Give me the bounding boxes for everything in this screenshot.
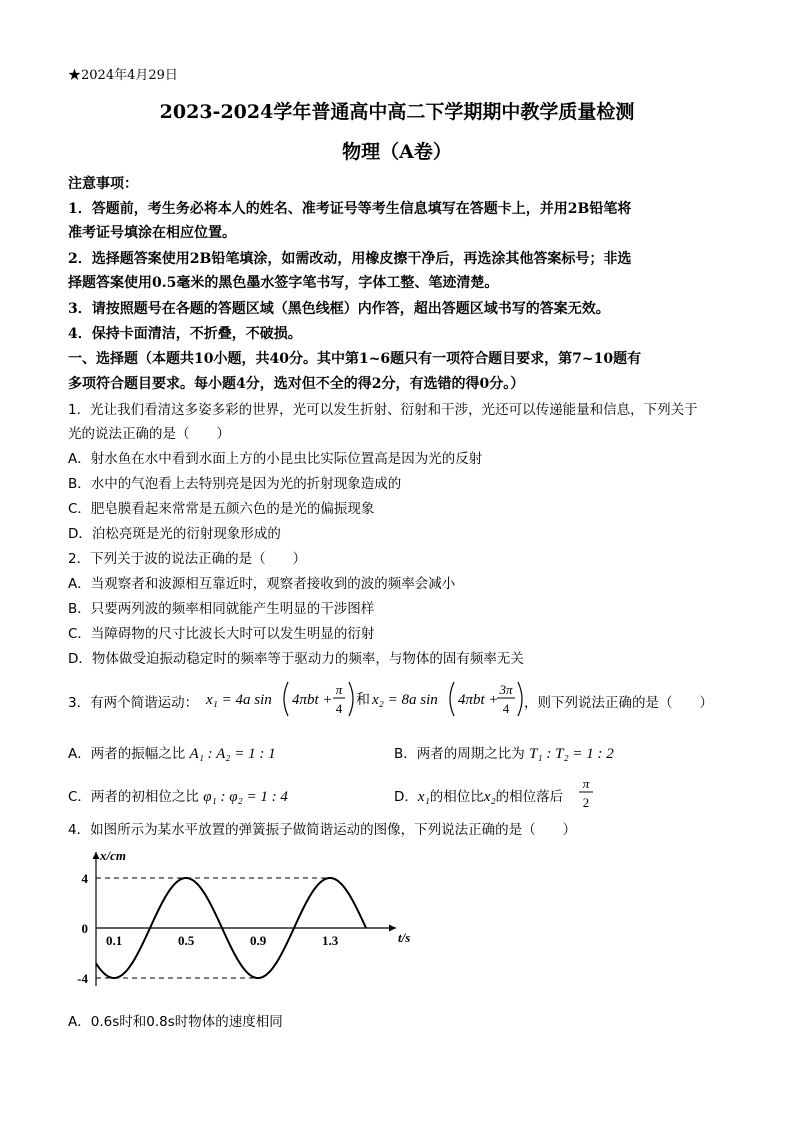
x-tick-label: 0.5 bbox=[178, 933, 195, 948]
y-tick-label: 0 bbox=[81, 921, 88, 936]
and-word: 和 bbox=[356, 692, 370, 708]
x-axis-label: t/s bbox=[398, 930, 411, 945]
page-title: 2023-2024学年普通高中高二下学期期中教学质量检测 bbox=[159, 101, 635, 123]
q3-option-a bbox=[68, 742, 276, 763]
note-2-line-1: 2．选择题答案使用2B铅笔填涂，如需改动，用橡皮擦干净后，再选涂其他答案标号；非选 bbox=[68, 251, 632, 267]
q3-option-d-post: 的相位落后 bbox=[495, 789, 564, 805]
section-1-line-1: 一、选择题（本题共10小题，共40分。其中第1~6题只有一项符合题目要求，第7~10题有 bbox=[68, 351, 642, 367]
x-tick-label: 0.9 bbox=[250, 933, 267, 948]
q3-option-d-mid: 的相位比 bbox=[429, 789, 484, 805]
exam-date: ★2024年4月29日 bbox=[68, 68, 178, 83]
x1-left-paren bbox=[284, 682, 288, 716]
x1-frac-num: π bbox=[335, 682, 343, 697]
q1-option-d: D．泊松亮斑是光的衍射现象形成的 bbox=[68, 526, 281, 542]
note-3: 3．请按照题号在各题的答题区域（黑色线框）内作答，超出答题区域书写的答案无效。 bbox=[68, 301, 610, 317]
q2-stem: 2．下列关于波的说法正确的是（ ） bbox=[68, 551, 307, 567]
q3-option-c-math: φ₁ : φ₂ = 1 : 4 bbox=[203, 789, 288, 805]
q1-option-c: C．肥皂膜看起来常常是五颜六色的是光的偏振现象 bbox=[68, 501, 375, 517]
q2-option-a: A．当观察者和波源相互靠近时，观察者接收到的波的频率会减小 bbox=[68, 576, 456, 592]
x2-frac-den: 4 bbox=[502, 701, 510, 716]
q1-option-b: B．水中的气泡看上去特别亮是因为光的折射现象造成的 bbox=[68, 476, 402, 492]
x-tick-label: 1.3 bbox=[322, 933, 339, 948]
y-axis-label: x/cm bbox=[100, 848, 126, 863]
q2-option-d: D．物体做受迫振动稳定时的频率等于驱动力的频率，与物体的固有频率无关 bbox=[68, 651, 524, 667]
page-subtitle: 物理（A卷） bbox=[342, 141, 452, 163]
note-1-line-1: 1．答题前，考生务必将本人的姓名、准考证号等考生信息填写在答题卡上，并用2B铅笔将 bbox=[68, 201, 632, 217]
q3-stem-prefix: 3．有两个简谐运动： bbox=[68, 695, 199, 711]
q3-option-d-x2: x₂ bbox=[483, 789, 496, 805]
note-2-line-2: 择题答案使用0.5毫米的黑色墨水签字笔书写，字体工整、笔迹清楚。 bbox=[68, 275, 499, 291]
q1-option-a: A．射水鱼在水中看到水面上方的小昆虫比实际位置高是因为光的反射 bbox=[68, 451, 483, 467]
q3-option-b-text: B．两者的周期之比为 bbox=[394, 746, 525, 762]
d-frac-num: π bbox=[582, 776, 590, 791]
x1-right-paren bbox=[349, 682, 353, 716]
q2-option-c: C．当障碍物的尺寸比波长大时可以发生明显的衍射 bbox=[68, 626, 375, 642]
q3-option-d-fraction bbox=[576, 774, 596, 814]
x2-arg: 4πbt + bbox=[458, 692, 499, 708]
x2-right-paren bbox=[518, 682, 522, 716]
d-frac-den: 2 bbox=[582, 795, 590, 810]
q1-stem-line-1: 1．光让我们看清这多姿多彩的世界，光可以发生折射、衍射和干涉，光还可以传递能量和信息，下列关于 bbox=[68, 402, 698, 418]
x-tick-label: 0.1 bbox=[106, 933, 123, 948]
q4-option-a: A．0.6s时和0.8s时物体的速度相同 bbox=[68, 1014, 283, 1030]
q3-formula bbox=[204, 674, 524, 722]
x2-frac-num: 3π bbox=[499, 682, 513, 697]
q3-stem-suffix: ，则下列说法正确的是（ ） bbox=[524, 695, 713, 711]
q3-option-c-text: C．两者的初相位之比 bbox=[68, 789, 199, 805]
q3-option-d bbox=[394, 785, 563, 806]
q3-option-a-text: A．两者的振幅之比 bbox=[68, 746, 186, 762]
q3-option-a-math: A₁ : A₂ = 1 : 1 bbox=[189, 746, 276, 762]
q3-option-c bbox=[68, 785, 288, 806]
x2-lhs: x₂ = 8a sin bbox=[372, 692, 438, 708]
q3-option-d-prefix: D． bbox=[394, 789, 418, 805]
notes-heading: 注意事项： bbox=[68, 176, 138, 192]
x1-lhs: x₁ = 4a sin bbox=[206, 692, 272, 708]
section-1-line-2: 多项符合题目要求。每小题4分，选对但不全的得2分，有选错的得0分。） bbox=[68, 376, 525, 392]
note-1-line-2: 准考证号填涂在相应位置。 bbox=[68, 225, 236, 241]
note-4: 4．保持卡面清洁，不折叠，不破损。 bbox=[68, 326, 302, 342]
q1-stem-line-2: 光的说法正确的是（ ） bbox=[68, 426, 230, 442]
q3-option-b bbox=[394, 742, 614, 763]
x1-arg: 4πbt + bbox=[292, 692, 333, 708]
q2-option-b: B．只要两列波的频率相同就能产生明显的干涉图样 bbox=[68, 601, 375, 617]
q3-option-b-math: T₁ : T₂ = 1 : 2 bbox=[529, 746, 614, 762]
y-tick-label: 4 bbox=[81, 871, 88, 886]
x2-left-paren bbox=[450, 682, 454, 716]
oscillation-graph bbox=[60, 840, 420, 990]
y-tick-label: -4 bbox=[77, 971, 88, 986]
q4-stem: 4．如图所示为某水平放置的弹簧振子做简谐运动的图像，下列说法正确的是（ ） bbox=[68, 822, 577, 838]
q3-option-d-x1: x₁ bbox=[417, 789, 430, 805]
x1-frac-den: 4 bbox=[335, 701, 343, 716]
